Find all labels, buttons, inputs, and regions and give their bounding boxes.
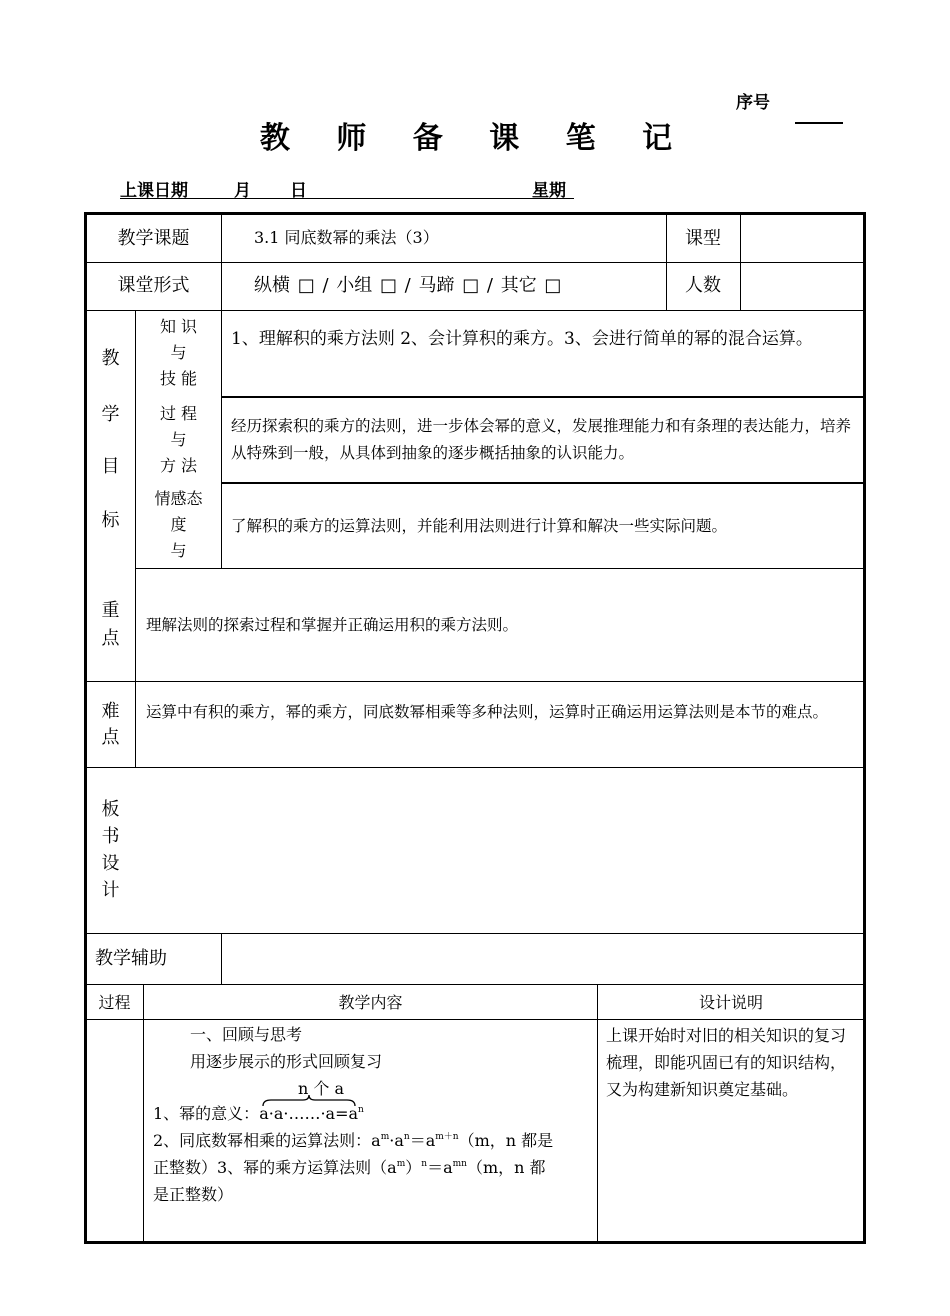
knowledge-label: 与	[170, 343, 187, 362]
objectives-label-char: 教	[101, 348, 120, 369]
class-form-options[interactable]: 纵横 □ / 小组 □ / 马蹄 □ / 其它 □	[254, 275, 562, 296]
key-points-label-char: 重	[101, 600, 120, 621]
objectives-label-char: 目	[101, 456, 120, 477]
power-definition: 1、幂的意义：$a\cdot a\cdot\dots\dots\cdot a=a^n$	[153, 1104, 364, 1123]
rule-continuation: 是正整数）	[153, 1185, 234, 1204]
emotion-text: 了解积的乘方的运算法则，并能利用法则进行计算和解决一些实际问题。	[231, 517, 728, 535]
board-design-label-char: 设	[101, 853, 120, 874]
student-count-label: 人数	[685, 275, 721, 296]
knowledge-text: 1、理解积的乘方法则 2、会计算积的乘方。3、会进行简单的幂的混合运算。	[231, 329, 813, 349]
key-points-label-char: 点	[101, 628, 120, 649]
month-label: 月	[234, 181, 251, 201]
design-notes-text: 上课开始时对旧的相关知识的复习梳理，即能巩固已有的知识结构，又为构建新知识奠定基础。	[606, 1026, 847, 1099]
class-date-row	[120, 176, 574, 199]
lesson-type-value[interactable]	[741, 214, 864, 262]
key-points-text: 理解法则的探索过程和掌握并正确运用积的乘方法则。	[146, 616, 519, 634]
power-of-power-rule: 正整数）3、幂的乘方运算法则$(a^m)^n=a^{mn}(m$，n 都	[153, 1158, 546, 1177]
brace-label: n 个 a	[298, 1079, 345, 1098]
emotion-label: 与	[170, 541, 187, 560]
difficulty-label-char: 点	[101, 727, 120, 748]
board-design-area[interactable]	[136, 768, 864, 933]
difficulty-label-char: 难	[101, 701, 120, 722]
board-design-label-char: 板	[101, 799, 120, 820]
day-label: 日	[290, 181, 307, 201]
date-label: 上课日期	[120, 181, 188, 201]
page-title: 教 师 备 课 笔 记	[259, 121, 691, 156]
objectives-label-char: 学	[101, 404, 120, 425]
teaching-aids-value[interactable]	[222, 934, 864, 984]
teaching-aids-label: 教学辅助	[95, 948, 167, 969]
process-label: 过 程	[159, 404, 198, 423]
class-form-label: 课堂形式	[117, 275, 190, 296]
knowledge-label: 技 能	[159, 369, 198, 388]
review-intro: 用逐步展示的形式回顾复习	[190, 1052, 383, 1071]
difficulty-text: 运算中有积的乘方，幂的乘方，同底数幂相乘等多种法则，运算时正确运用运算法则是本节的难点。	[146, 703, 829, 721]
topic-value[interactable]: 3.1 同底数幂的乘法（3）	[254, 228, 439, 247]
topic-label: 教学课题	[117, 228, 190, 249]
emotion-label: 度	[170, 515, 187, 534]
emotion-label: 情感态	[154, 489, 203, 508]
student-count-value[interactable]	[741, 263, 864, 310]
review-heading: 一、回顾与思考	[190, 1025, 303, 1044]
knowledge-label: 知 识	[159, 317, 198, 336]
board-design-label-char: 书	[101, 826, 120, 847]
multiplication-rule: 2、同底数幂相乘的运算法则：$a^m\cdot a^n=a^{m+n}(m$，n 都是	[153, 1131, 554, 1150]
col-content-header: 教学内容	[338, 993, 403, 1012]
board-design-label-char: 计	[101, 880, 120, 901]
process-text: 经历探索积的乘方的法则，进一步体会幂的意义，发展推理能力和有条理的表达能力，培养从特殊到一般，从具体到抽象的逐步概括抽象的认识能力。	[231, 417, 852, 462]
col-notes-header: 设计说明	[698, 993, 763, 1012]
serial-number-label: 序号	[736, 93, 770, 113]
objectives-label-char: 标	[101, 510, 120, 531]
process-label: 与	[170, 430, 187, 449]
lesson-type-label: 课型	[685, 228, 721, 249]
weekday-label: 星期	[532, 181, 566, 201]
process-label: 方 法	[159, 456, 198, 475]
col-process-header: 过程	[98, 993, 131, 1012]
